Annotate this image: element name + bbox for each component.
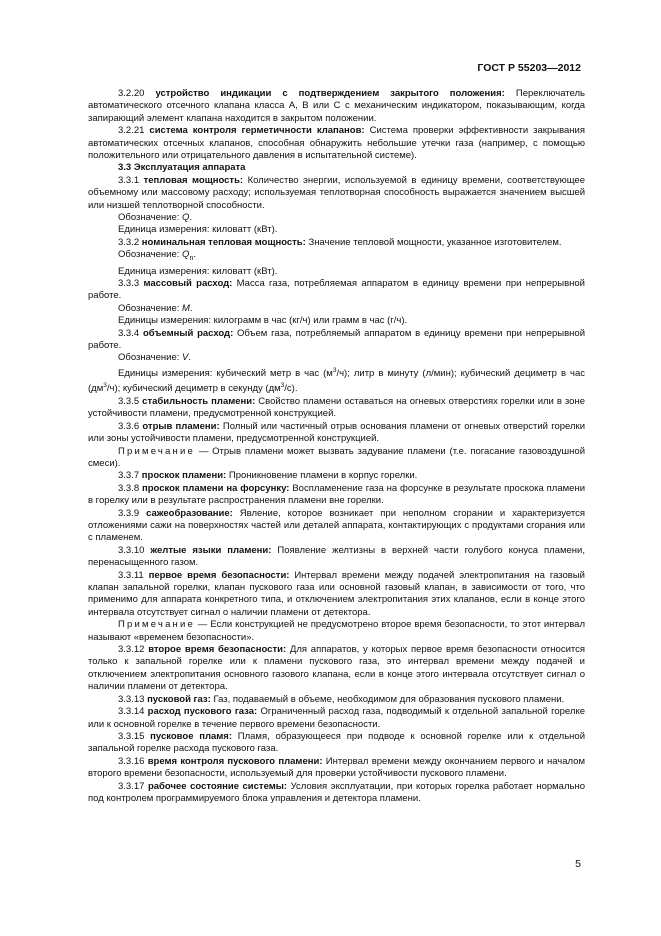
term: тепловая мощность: (143, 174, 244, 186)
clause-3-3-14: 3.3.14 расход пускового газа: Ограниченный расход газа, подводимый к отдельной запальной горелке или к основной горелке в течение первого времени безопасности. (88, 706, 585, 730)
designation-3-3-1: Обозначение: Q. (118, 212, 193, 224)
document-body (88, 88, 585, 805)
clause-3-3-2: 3.3.2 номинальная тепловая мощность: Значение тепловой мощности, указанное изготовителем. (118, 236, 562, 248)
clause-3-3-6: 3.3.6 отрыв пламени: Полный или частичный отрыв основания пламени от огневых отверстий горелки или зоны устойчивости пламени, предусмотренной конструкцией. (88, 420, 585, 445)
term: расход пускового газа: (147, 706, 258, 718)
term: время контроля пускового пламени: (147, 755, 323, 767)
clause-3-3-17: 3.3.17 рабочее состояние системы: Условия эксплуатации, при которых горелка работает нормально под контролем программируемого блока управления и детектора пламени. (88, 780, 585, 804)
term: стабильность пламени: (142, 395, 256, 407)
unit-3-3-1: Единица измерения: киловатт (кВт). (118, 224, 278, 236)
note-3-3-11: Примечание — Если конструкцией не предусмотрено второе время безопасности, то этот интервал называют «временем безопасности». (88, 619, 585, 643)
term: проскок пламени на форсунку: (142, 482, 290, 494)
term: рабочее состояние системы: (147, 780, 288, 792)
designation-3-3-3: Обозначение: M. (118, 302, 193, 314)
unit-3-3-2: Единица измерения: киловатт (кВт). (118, 265, 278, 277)
clause-3-3-9: 3.3.9 сажеобразование: Явление, которое возникает при неполном сгорании и характеризуется отложениями сажи на поверхностях частей или деталей аппарата, контактирующих с продуктами сгорания или с пламенем. (88, 507, 585, 544)
term: пусковое пламя: (150, 730, 233, 742)
clause-3-3-12: 3.3.12 второе время безопасности: Для аппаратов, у которых первое время безопасности относится только к запальной горелке или к пламени пускового газа, это интервал времени между подачей и отключением электропитания основного газового клапана, если в конце этого интервала отсутствует сигнал о наличии пламени от детектора. (88, 644, 586, 693)
clause-3-3-8: 3.3.8 проскок пламени на форсунку: Воспламенение газа на форсунке в результате проскока пламени в горелку или в результате распространения пламени вне горелки. (88, 482, 585, 507)
clause-3-3-1: 3.3.1 тепловая мощность: Количество энергии, используемой в единицу времени, соответствующее объемному или массовому расходу; используемая теплотворная способность выражается значением высшей или низшей теплотворной способности. (88, 174, 585, 211)
clause-3-3-4: 3.3.4 объемный расход: Объем газа, потребляемый аппаратом в единицу времени при непрерывной работе. (88, 327, 585, 352)
term: второе время безопасности: (148, 644, 287, 656)
clause-3-3-7: 3.3.7 проскок пламени: Проникновение пламени в корпус горелки. (118, 470, 418, 482)
unit-3-3-4: Единицы измерения: кубический метр в час $(м^3/ч)$; литр в минуту (л/мин); кубический дециметр в час $(дм^3/ч)$; кубический дециметр в секунду $(дм^3/с)$. (88, 366, 585, 395)
section-heading-3-3: 3.3 Эксплуатация аппарата (118, 162, 246, 174)
term: номинальная тепловая мощность: (141, 236, 306, 248)
clause-3-3-11: 3.3.11 первое время безопасности: Интервал времени между подачей электропитания на газовый клапан запальной горелки, клапан пускового газа или основной газовый клапан, в зависимости от того, что применимо для аппарата конкретного типа, и отключением электропитания этих клапанов, если в конце этого интервала отсутствует сигнал о наличии пламени от детектора. (88, 569, 585, 618)
clause-3-3-15: 3.3.15 пусковое пламя: Пламя, образующееся при подводе к основной горелке или к отдельной запальной горелке расхода пускового газа. (88, 730, 585, 755)
term: сажеобразование: (146, 507, 233, 519)
term: объемный расход: (142, 327, 234, 339)
term: желтые языки пламени: (150, 544, 272, 556)
clause-3-3-10: 3.3.10 желтые языки пламени: Появление желтизны в верхней части голубого конуса пламени, перенасыщенного газом. (88, 544, 585, 569)
clause-3-3-3: 3.3.3 массовый расход: Масса газа, потребляемая аппаратом в единицу времени при непрерывной работе. (88, 277, 585, 302)
term: отрыв пламени: (142, 420, 220, 432)
clause-3-2-20: 3.2.20 устройство индикации с подтверждением закрытого положения: Переключатель автоматического отсечного клапана класса А, В или С с механическим индикатором, показывающим, когда запирающий элемент клапана находится в закрытом положении. (88, 88, 586, 124)
designation-3-3-2: Обозначение: $Q_n$. (118, 249, 196, 263)
clause-3-3-13: 3.3.13 пусковой газ: Газ, подаваемый в объеме, необходимом для образования пускового пламени. (118, 693, 565, 705)
term: проскок пламени: (141, 470, 227, 482)
term: пусковой газ: (147, 693, 211, 705)
unit-3-3-3: Единицы измерения: килограмм в час (кг/ч) или грамм в час (г/ч). (118, 315, 408, 327)
clause-3-3-16: 3.3.16 время контроля пускового пламени: Интервал времени между окончанием первого и началом второго времени безопасности, используемый для проверки устойчивости пускового пламени. (88, 755, 585, 780)
term: устройство индикации с подтверждением закрытого положения: (155, 88, 505, 99)
document-header: ГОСТ Р 55203—2012 (477, 62, 581, 74)
page-number: 5 (575, 858, 581, 870)
term: первое время безопасности: (148, 569, 290, 581)
term: система контроля герметичности клапанов: (149, 125, 365, 137)
designation-3-3-4: Обозначение: V. (118, 352, 192, 364)
clause-3-2-21: 3.2.21 система контроля герметичности клапанов: Система проверки эффективности закрывания автоматических отсечных клапанов, способная обнаружить небольшие утечки газа (например, с помощью положительного или отрицательного давления в испытательной системе). (88, 125, 585, 162)
clause-3-3-5: 3.3.5 стабильность пламени: Свойство пламени оставаться на огневых отверстиях горелки или в зоне устойчивости пламени, предусмотренной конструкцией. (88, 395, 585, 420)
term: массовый расход: (143, 277, 233, 289)
note-3-3-6: Примечание — Отрыв пламени может вызвать задувание пламени (т.е. погасание газовоздушной смеси). (88, 445, 585, 469)
